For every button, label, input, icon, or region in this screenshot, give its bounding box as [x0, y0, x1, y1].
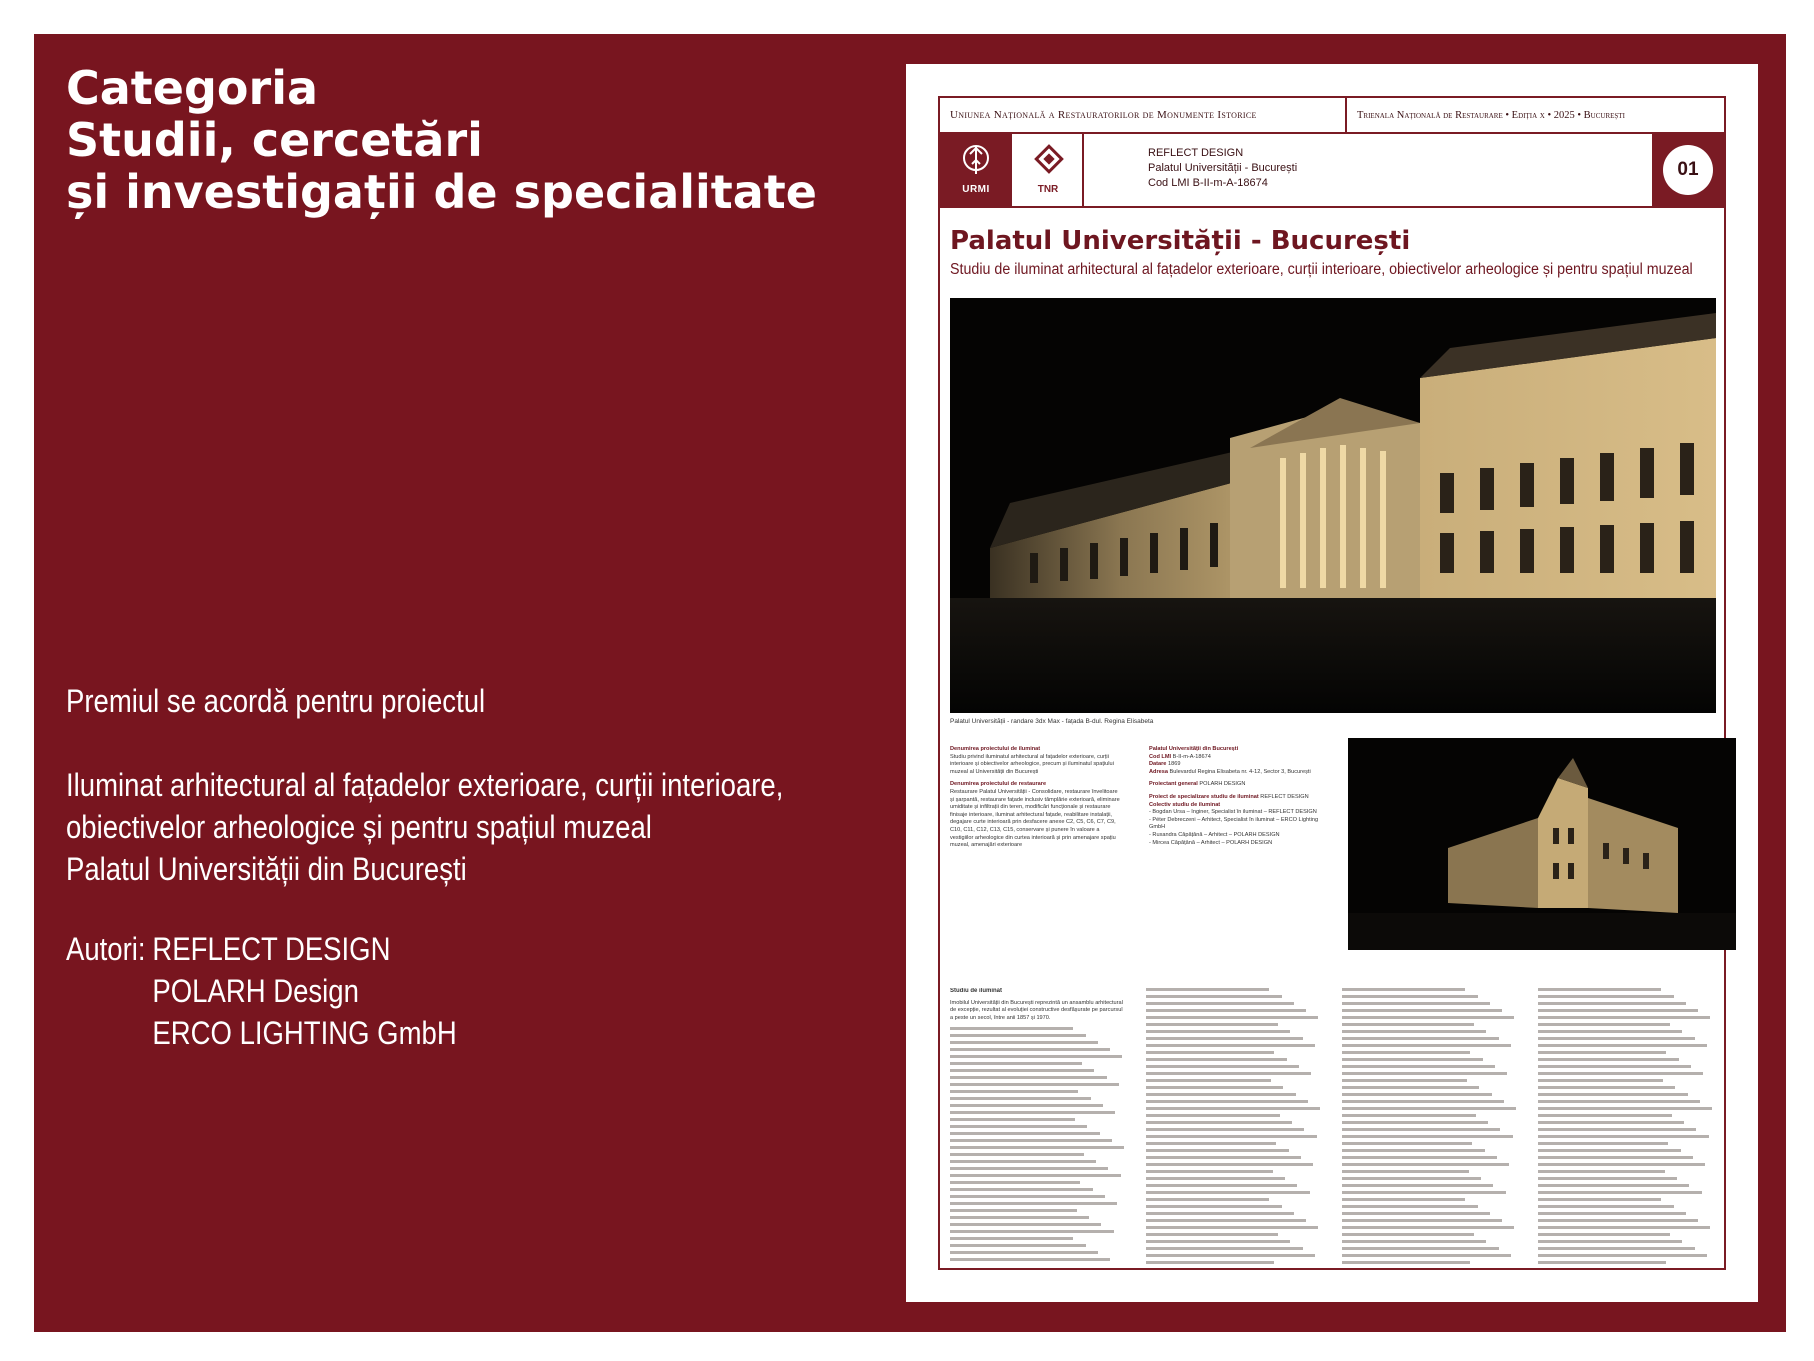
text-line-placeholder — [1146, 1086, 1283, 1089]
text-line-placeholder — [1342, 1261, 1470, 1264]
text-line-placeholder — [1538, 1107, 1712, 1110]
text-line-placeholder — [1538, 1023, 1670, 1026]
text-line-placeholder — [1342, 1023, 1474, 1026]
text-line-placeholder — [1342, 1184, 1493, 1187]
text-line-placeholder — [1538, 1149, 1681, 1152]
text-line-placeholder — [1538, 1254, 1707, 1257]
text-line-placeholder — [1342, 1030, 1486, 1033]
column-text: Imobilul Universității din București reprezintă un ansamblu arhitectural de excepție, rezultat al evoluției constructive desfășurate pe parcursul a peste un secol, între anii 1857 și 1970. — [950, 999, 1123, 1021]
text-line-placeholder — [950, 1244, 1086, 1247]
details-title: Palatul Universității din București — [1149, 746, 1239, 752]
text-line-placeholder — [1538, 1065, 1691, 1068]
text-line-placeholder — [1342, 1079, 1467, 1082]
award-authors — [66, 928, 457, 1054]
text-line-placeholder — [1146, 1128, 1304, 1131]
text-line-placeholder — [950, 1146, 1124, 1149]
main-render-image — [950, 298, 1716, 713]
project-line: Iluminat arhitectural al fațadelor exterioare, curții interioare, — [66, 767, 784, 803]
text-line-placeholder — [1146, 1016, 1318, 1019]
text-line-placeholder — [1146, 1023, 1278, 1026]
text-line-placeholder — [1146, 1100, 1308, 1103]
block-heading: Denumirea proiectului de iluminat — [950, 746, 1041, 752]
category-title — [66, 62, 817, 218]
category-line: Studii, cercetări — [66, 113, 483, 167]
block-text: Studiu privind iluminatul arhitectural al fațadelor exterioare, curții interioare și obiectivelor arheologice, precum și iluminatul spațiului muzeal al Universității din București — [950, 753, 1114, 775]
text-line-placeholder — [1146, 1051, 1274, 1054]
text-line-placeholder — [950, 1111, 1115, 1114]
text-line-placeholder — [950, 1251, 1098, 1254]
text-line-placeholder — [1146, 1233, 1278, 1236]
text-line-placeholder — [1146, 1226, 1318, 1229]
text-line-placeholder — [1342, 1233, 1474, 1236]
urmi-emblem-icon — [962, 144, 990, 180]
text-line-placeholder — [1538, 1205, 1674, 1208]
text-line-placeholder — [1538, 1044, 1707, 1047]
block-text: Restaurare Palatul Universității - Consolidare, restaurare învelitoare și șarpantă, restaurare fațade inclusiv tâmplărie exterioară, eliminare umiditate și infiltrații din teren, modificări funcționale și restaurare finisaje interioare, iluminat arhitectural fațade, reabilitare instalații, degajare curte interioară prin desfacere anexe C2, C5, C6, C7, C9, C10, C11, C12, C13, C15, conservare și punere în valoare a vestigiilor arheologice din curtea interioară și prin amenajare spațiu muzeal, amenajări exterioare — [950, 788, 1120, 849]
poster-number-box — [1652, 134, 1724, 206]
text-line-placeholder — [1342, 1254, 1511, 1257]
text-line-placeholder — [1538, 1009, 1698, 1012]
text-line-placeholder — [1146, 1219, 1306, 1222]
text-line-placeholder — [1146, 1072, 1311, 1075]
text-line-placeholder — [1538, 995, 1674, 998]
category-line: și investigații de specialitate — [66, 165, 817, 219]
tnr-logo — [1012, 134, 1084, 206]
details-value: REFLECT DESIGN — [1260, 793, 1309, 800]
text-line-placeholder — [1538, 1163, 1705, 1166]
text-line-placeholder — [1538, 1072, 1703, 1075]
text-line-placeholder — [1342, 1065, 1495, 1068]
urmi-logo — [940, 134, 1012, 206]
text-line-placeholder — [1538, 1093, 1688, 1096]
poster-organization: Uniunea Națională a Restauratorilor de Monumente Istorice — [940, 98, 1347, 132]
tnr-logo-text: TNR — [1037, 184, 1059, 195]
text-line-placeholder — [950, 1216, 1089, 1219]
text-line-placeholder — [1146, 1163, 1313, 1166]
poster-subtitle: Studiu de iluminat arhitectural al fațadelor exterioare, curții interioare, obiectivelor arheologice și pentru spațiul muzeal — [950, 261, 1693, 278]
details-label: Adresa — [1149, 768, 1168, 775]
text-line-placeholder — [1538, 1016, 1710, 1019]
text-line-placeholder — [950, 1153, 1084, 1156]
text-line-placeholder — [1538, 1184, 1689, 1187]
text-line-placeholder — [1146, 1191, 1310, 1194]
text-line-placeholder — [1342, 1114, 1476, 1117]
column-text-lines — [1538, 988, 1714, 1264]
text-line-placeholder — [1342, 1219, 1502, 1222]
text-line-placeholder — [1146, 1149, 1289, 1152]
text-line-placeholder — [1342, 1156, 1497, 1159]
text-line-placeholder — [1538, 1058, 1679, 1061]
text-line-placeholder — [1146, 1107, 1320, 1110]
text-line-placeholder — [1538, 1051, 1666, 1054]
info-line: Palatul Universității - București — [1148, 162, 1298, 174]
text-line-placeholder — [1146, 1184, 1297, 1187]
text-line-placeholder — [1146, 1254, 1315, 1257]
text-line-placeholder — [1538, 1086, 1675, 1089]
authors-label: Autori: — [66, 931, 146, 967]
text-line-placeholder — [1146, 988, 1269, 991]
details-value: B-II-m-A-18674 — [1172, 753, 1211, 760]
secondary-render-image — [1348, 738, 1736, 950]
column-heading: Studiu de iluminat — [950, 988, 1002, 994]
details-label: Colectiv studiu de iluminat — [1149, 801, 1221, 808]
text-line-placeholder — [1342, 1177, 1481, 1180]
author-name: ERCO LIGHTING GmbH — [152, 1015, 457, 1051]
text-line-placeholder — [1146, 1135, 1317, 1138]
text-line-placeholder — [1146, 1156, 1301, 1159]
project-details-block — [1149, 746, 1324, 852]
text-line-placeholder — [950, 1083, 1119, 1086]
text-line-placeholder — [1538, 1079, 1663, 1082]
text-line-placeholder — [1538, 1261, 1666, 1264]
text-line-placeholder — [1146, 1079, 1271, 1082]
text-line-placeholder — [1538, 1114, 1672, 1117]
text-line-placeholder — [950, 1181, 1080, 1184]
text-line-placeholder — [1538, 1226, 1710, 1229]
column-text-lines — [1146, 988, 1322, 1264]
text-line-placeholder — [1146, 1009, 1306, 1012]
text-line-placeholder — [1146, 1205, 1282, 1208]
text-line-placeholder — [1538, 1191, 1702, 1194]
text-line-placeholder — [1146, 1261, 1274, 1264]
text-line-placeholder — [950, 1160, 1096, 1163]
poster-project-info — [1148, 146, 1297, 191]
text-line-placeholder — [1538, 1233, 1670, 1236]
text-line-placeholder — [950, 1055, 1122, 1058]
text-line-placeholder — [1538, 1142, 1668, 1145]
text-line-placeholder — [950, 1188, 1093, 1191]
text-line-placeholder — [950, 1104, 1103, 1107]
author-name: POLARH Design — [152, 973, 359, 1009]
text-column-1 — [950, 988, 1126, 1278]
text-line-placeholder — [1146, 1170, 1273, 1173]
text-column-3 — [1342, 988, 1518, 1278]
text-line-placeholder — [950, 1223, 1101, 1226]
text-line-placeholder — [1146, 1114, 1280, 1117]
poster-title: Palatul Universității - București — [950, 226, 1411, 256]
team-member: - Péter Debreczeni – Arhitect, Specialist în iluminat – ERCO Lighting GmbH — [1149, 816, 1319, 831]
details-value: POLARH DESIGN — [1199, 781, 1246, 788]
text-line-placeholder — [950, 1230, 1114, 1233]
text-line-placeholder — [1342, 988, 1465, 991]
team-member: - Mircea Căpățână – Arhitect – POLARH DESIGN — [1149, 839, 1273, 846]
details-value: Bulevardul Regina Elisabeta nr. 4-12, Sector 3, București — [1169, 768, 1311, 775]
award-intro: Premiul se acordă pentru proiectul — [66, 683, 486, 719]
text-line-placeholder — [950, 1034, 1086, 1037]
poster-logo-row — [940, 134, 1724, 208]
text-line-placeholder — [1538, 1198, 1661, 1201]
text-line-placeholder — [950, 1027, 1073, 1030]
authors-list — [152, 928, 456, 1054]
text-line-placeholder — [1146, 1240, 1290, 1243]
text-line-placeholder — [1342, 995, 1478, 998]
text-line-placeholder — [1538, 1135, 1709, 1138]
text-line-placeholder — [1342, 1058, 1483, 1061]
text-line-placeholder — [1342, 1205, 1478, 1208]
text-line-placeholder — [1342, 1170, 1469, 1173]
details-label: Proiect de specializare studiu de iluminat — [1149, 793, 1259, 800]
text-line-placeholder — [1538, 1156, 1693, 1159]
poster-number: 01 — [1663, 145, 1713, 195]
team-member: - Bogdan Ursa – Inginer, Specialist în iluminat – REFLECT DESIGN — [1149, 809, 1317, 816]
text-line-placeholder — [1146, 1030, 1290, 1033]
text-line-placeholder — [1538, 1219, 1698, 1222]
text-line-placeholder — [950, 1209, 1077, 1212]
text-line-placeholder — [1342, 1072, 1507, 1075]
column-text-lines — [1342, 988, 1518, 1264]
text-line-placeholder — [950, 1041, 1098, 1044]
author-name: REFLECT DESIGN — [152, 931, 391, 967]
poster-header-row — [940, 98, 1724, 134]
text-line-placeholder — [1146, 995, 1282, 998]
info-line: REFLECT DESIGN — [1148, 147, 1244, 159]
text-line-placeholder — [950, 1195, 1105, 1198]
text-line-placeholder — [1342, 1191, 1506, 1194]
text-line-placeholder — [1538, 1100, 1700, 1103]
image-caption: Palatul Universității - randare 3dx Max - fațada B-dul. Regina Elisabeta — [950, 718, 1154, 725]
text-line-placeholder — [1146, 1044, 1315, 1047]
text-line-placeholder — [1538, 988, 1661, 991]
text-line-placeholder — [1538, 1121, 1684, 1124]
text-line-placeholder — [1146, 1198, 1269, 1201]
project-poster — [906, 64, 1758, 1302]
text-line-placeholder — [950, 1258, 1110, 1261]
text-line-placeholder — [1342, 1016, 1514, 1019]
text-line-placeholder — [950, 1139, 1112, 1142]
text-line-placeholder — [1538, 1037, 1695, 1040]
text-line-placeholder — [1146, 1142, 1276, 1145]
text-line-placeholder — [1146, 1247, 1303, 1250]
text-line-placeholder — [1538, 1030, 1682, 1033]
text-line-placeholder — [950, 1174, 1121, 1177]
poster-frame — [938, 96, 1726, 1270]
text-line-placeholder — [1342, 1044, 1511, 1047]
text-line-placeholder — [1146, 1002, 1294, 1005]
text-line-placeholder — [1342, 1093, 1492, 1096]
text-line-placeholder — [1538, 1212, 1686, 1215]
text-line-placeholder — [1342, 1037, 1499, 1040]
text-line-placeholder — [1342, 1149, 1485, 1152]
text-line-placeholder — [950, 1048, 1110, 1051]
text-line-placeholder — [1342, 1247, 1499, 1250]
text-line-placeholder — [1342, 1198, 1465, 1201]
details-label: Datare — [1149, 761, 1167, 768]
block-heading: Denumirea proiectului de restaurare — [950, 781, 1047, 788]
text-line-placeholder — [1146, 1093, 1296, 1096]
text-column-2 — [1146, 988, 1322, 1278]
text-line-placeholder — [950, 1090, 1078, 1093]
text-line-placeholder — [950, 1118, 1075, 1121]
text-line-placeholder — [1146, 1121, 1292, 1124]
text-line-placeholder — [1342, 1121, 1488, 1124]
tnr-emblem-icon — [1034, 144, 1064, 174]
text-line-placeholder — [1342, 1135, 1513, 1138]
project-line: Palatul Universității din București — [66, 851, 467, 887]
text-line-placeholder — [950, 1076, 1107, 1079]
text-line-placeholder — [950, 1069, 1094, 1072]
text-line-placeholder — [1342, 1226, 1514, 1229]
text-line-placeholder — [1538, 1002, 1686, 1005]
text-line-placeholder — [1342, 1142, 1472, 1145]
team-member: - Ruxandra Căpățână – Arhitect – POLARH DESIGN — [1149, 831, 1280, 838]
text-line-placeholder — [1342, 1240, 1486, 1243]
text-line-placeholder — [1342, 1128, 1500, 1131]
text-line-placeholder — [950, 1167, 1108, 1170]
text-line-placeholder — [950, 1097, 1091, 1100]
info-line: Cod LMI B-II-m-A-18674 — [1148, 177, 1268, 189]
text-line-placeholder — [950, 1202, 1117, 1205]
details-label: Cod LMI — [1149, 753, 1172, 760]
text-line-placeholder — [1342, 1002, 1490, 1005]
text-line-placeholder — [1146, 1065, 1299, 1068]
category-line: Categoria — [66, 61, 319, 115]
text-line-placeholder — [1342, 1051, 1470, 1054]
text-line-placeholder — [1342, 1100, 1504, 1103]
text-line-placeholder — [1538, 1128, 1696, 1131]
text-line-placeholder — [1146, 1177, 1285, 1180]
award-project — [66, 764, 783, 890]
details-value: 1869 — [1167, 761, 1181, 768]
text-line-placeholder — [1538, 1170, 1665, 1173]
text-column-4 — [1538, 988, 1714, 1278]
project-line: obiectivelor arheologice și pentru spațiul muzeal — [66, 809, 652, 845]
poster-trienala: Trienala Națională de Restaurare • Ediția x • 2025 • București — [1357, 109, 1625, 121]
text-line-placeholder — [950, 1125, 1087, 1128]
urmi-logo-text: URMI — [962, 184, 990, 195]
column-text-lines — [950, 1027, 1126, 1261]
text-line-placeholder — [950, 1062, 1082, 1065]
details-label: Proiectant general — [1149, 781, 1198, 788]
text-line-placeholder — [1538, 1240, 1682, 1243]
text-line-placeholder — [950, 1132, 1100, 1135]
text-line-placeholder — [1342, 1086, 1479, 1089]
text-line-placeholder — [1538, 1247, 1695, 1250]
text-line-placeholder — [1146, 1058, 1287, 1061]
text-line-placeholder — [1146, 1212, 1294, 1215]
text-line-placeholder — [1146, 1037, 1303, 1040]
text-line-placeholder — [1538, 1177, 1677, 1180]
text-line-placeholder — [1342, 1212, 1490, 1215]
project-names-block — [950, 746, 1120, 855]
text-line-placeholder — [950, 1237, 1073, 1240]
text-line-placeholder — [1342, 1107, 1516, 1110]
text-line-placeholder — [1342, 1009, 1502, 1012]
text-line-placeholder — [1342, 1163, 1509, 1166]
